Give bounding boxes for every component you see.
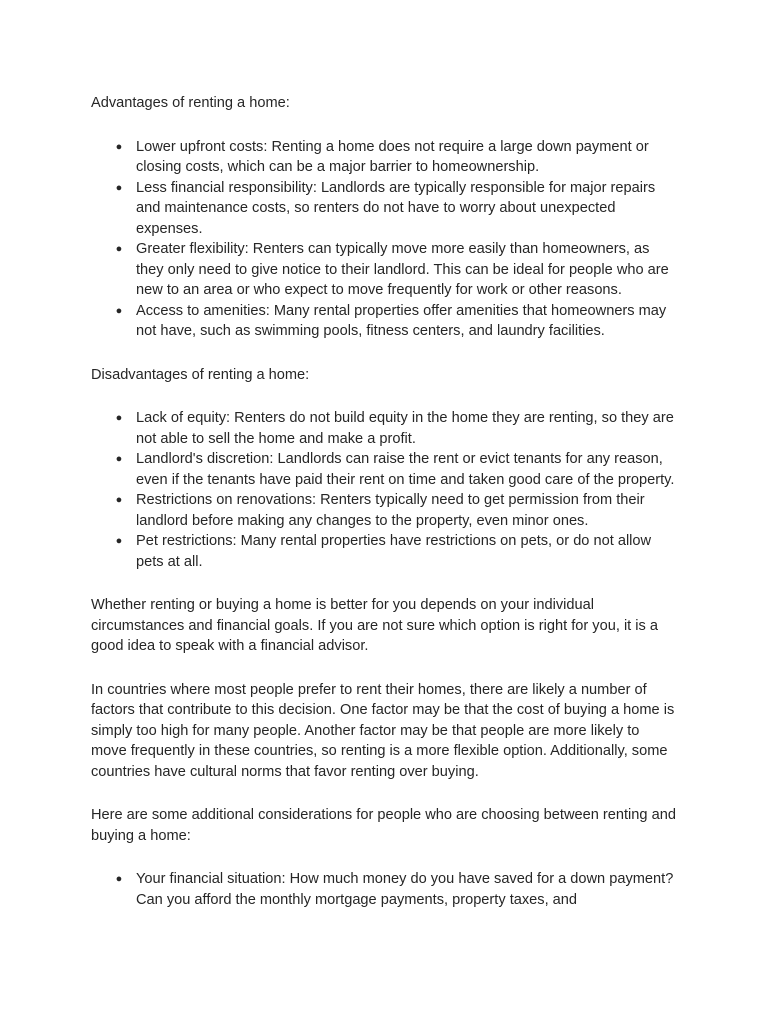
bullet-icon: ● (115, 243, 123, 255)
list-item-text: Landlord's discretion: Landlords can raise the rent or evict tenants for any reason, even if the tenants have paid their rent on time and taken good care of the property. (136, 451, 675, 488)
bullet-icon: ● (115, 412, 123, 424)
list-item-text: Pet restrictions: Many rental properties have restrictions on pets, or do not allow pets at all. (136, 533, 652, 570)
considerations-list (91, 869, 676, 910)
list-item-text: Less financial responsibility: Landlords are typically responsible for major repairs and maintenance costs, so renters do not have to worry about unexpected expenses. (136, 179, 656, 237)
list-item (91, 449, 676, 490)
paragraph-countries: In countries where most people prefer to rent their homes, there are likely a number of factors that contribute to this decision. One factor may be that the cost of buying a home is simply too high for many people. Another factor may be that people are more likely to move frequently in these countries, so renting is a more flexible option. Additionally, some countries have cultural norms that favor renting over buying. (91, 681, 675, 780)
list-item (91, 301, 676, 342)
advantages-heading: Advantages of renting a home: (91, 95, 290, 111)
list-item-text: Access to amenities: Many rental properties offer amenities that homeowners may not have, such as swimming pools, fitness centers, and laundry facilities. (136, 302, 667, 339)
list-item (91, 531, 676, 572)
list-item (91, 869, 676, 910)
list-item (91, 408, 676, 449)
list-item (91, 178, 676, 240)
disadvantages-heading: Disadvantages of renting a home: (91, 366, 310, 383)
advantages-list (91, 137, 676, 342)
list-item-text: Restrictions on renovations: Renters typically need to get permission from their landlord before making any changes to the property, even minor ones. (136, 492, 645, 529)
bullet-icon: ● (115, 181, 123, 194)
bullet-icon: ● (115, 873, 123, 885)
bullet-icon: ● (115, 304, 123, 317)
list-item (91, 137, 676, 178)
bullet-icon: ● (115, 453, 123, 465)
list-item-text: Lower upfront costs: Renting a home does not require a large down payment or closing costs, which can be a major barrier to homeownership. (136, 138, 649, 175)
bullet-icon: ● (115, 140, 123, 153)
considerations-heading: Here are some additional considerations for people who are choosing between renting and buying a home: (91, 807, 676, 844)
list-item-text: Your financial situation: How much money do you have saved for a down payment? Can you afford the monthly mortgage payments, property taxes, and (136, 871, 674, 908)
disadvantages-list (91, 408, 676, 572)
list-item (91, 490, 676, 531)
paragraph-recommendation: Whether renting or buying a home is better for you depends on your individual circumstances and financial goals. If you are not sure which option is right for you, it is a good idea to speak with a financial advisor. (91, 597, 659, 654)
list-item-text: Lack of equity: Renters do not build equity in the home they are renting, so they are not able to sell the home and make a profit. (136, 410, 674, 447)
list-item (91, 239, 676, 301)
bullet-icon: ● (115, 494, 123, 506)
document-body (91, 93, 676, 933)
list-item-text: Greater flexibility: Renters can typically move more easily than homeowners, as they only need to give notice to their landlord. This can be ideal for people who are new to an area or who expect to move frequently for work or other reasons. (136, 241, 669, 298)
bullet-icon: ● (115, 535, 123, 547)
